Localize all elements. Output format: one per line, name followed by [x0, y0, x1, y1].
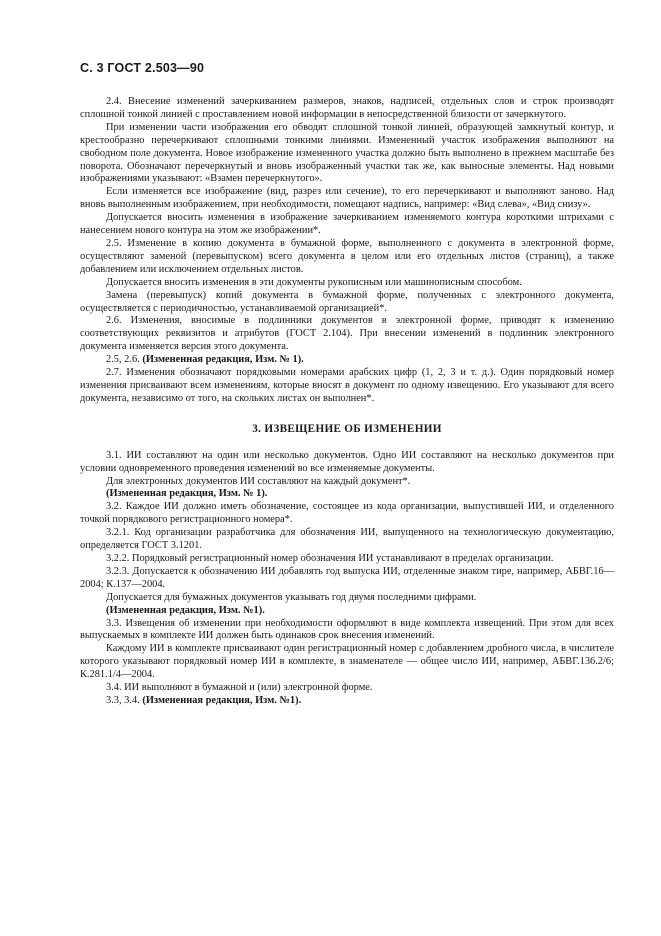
paragraph-handwritten: Допускается вносить изменения в эти документы рукописным или машинописным способом. — [106, 276, 522, 288]
edition-note-3-3-3-4 — [80, 695, 614, 708]
paragraph-3-2: 3.2. Каждое ИИ должно иметь обозначение, состоящее из кода организации, выпустившей ИИ, и отделенного точкой порядкового регистрационного номера*. — [80, 501, 614, 526]
edition-bold: (Измененная редакция, Изм. № 1). — [142, 354, 304, 366]
paragraph-2-5: 2.5. Изменение в копию документа в бумажной форме, выполненного с документа в электронной форме, осуществляют заменой (перевыпуском) всего документа в целом или его отдельных листов (страниц), а также добавлением или исключением отдельных листов. — [80, 237, 614, 275]
edition-note-3-2 — [80, 605, 614, 618]
paragraph-3-1-electronic: Для электронных документов ИИ составляют на каждый документ*. — [106, 475, 411, 487]
paragraph-3-2-2: 3.2.2. Порядковый регистрационный номер обозначения ИИ устанавливают в пределах организации. — [106, 553, 554, 564]
edition-note-3-1 — [80, 488, 614, 501]
paragraph-3-2-3-paper: Допускается для бумажных документов указывать год двумя последними цифрами. — [106, 591, 477, 603]
paragraph-3-2-3: 3.2.3. Допускается к обозначению ИИ добавлять год выпуска ИИ, отделенные знаком тире, например, АБВГ.16—2004; К.137—2004. — [80, 565, 614, 590]
edition-note-2-5-2-6 — [80, 354, 614, 367]
paragraph-image-change: При изменении части изображения его обводят сплошной тонкой линией, образующей замкнутый контур, и крестообразно перечеркивают сплошными тонкими линиями. Измененный участок изображения выполняют на свободном поле документа. Новое изображение измененного участка должно быть выполнено в прежнем масштабе без поворота. Обозначают перечеркнутый и вновь изображенный участки так же, как выносные элементы. Над новыми изображениями указывают: «Взамен перечеркнутого». — [80, 121, 614, 185]
edition-bold: (Измененная редакция, Изм. № 1). — [106, 488, 268, 500]
paragraph-3-1: 3.1. ИИ составляют на один или несколько документов. Одно ИИ составляют на несколько документов при условии одновременного проведения изменений во все изменяемые документы. — [80, 449, 614, 474]
paragraph-reissue: Замена (перевыпуск) копий документа в бумажной форме, полученных с электронного документа, осуществляется с периодичностью, устанавливаемой организацией*. — [80, 289, 614, 314]
page-header: С. 3 ГОСТ 2.503—90 — [80, 61, 205, 75]
edition-bold: (Измененная редакция, Изм. №1). — [142, 694, 302, 706]
edition-prefix: 3.3, 3.4. — [106, 694, 143, 706]
paragraph-2-6: 2.6. Изменения, вносимые в подлинники документов в электронной форме, приводят к изменению соответствующих реквизитов и атрибутов (ГОСТ 2.104). При внесении изменений в подлинник электронного документа изменяется версия этого документа. — [80, 315, 614, 353]
paragraph-2-4: 2.4. Внесение изменений зачеркиванием размеров, знаков, надписей, отдельных слов и строк производят сплошной тонкой линией с проставлением новой информации в непосредственной близости от зачеркнутого. — [80, 96, 614, 120]
edition-bold: (Измененная редакция, Изм. №1). — [106, 604, 265, 616]
edition-prefix: 2.5, 2.6. — [106, 354, 143, 366]
paragraph-strokes: Допускается вносить изменения в изображение зачеркиванием изменяемого контура короткими штрихами с нанесением нового контура на этом же изображении*. — [80, 212, 614, 237]
section-title: 3. ИЗВЕЩЕНИЕ ОБ ИЗМЕНЕНИИ — [252, 422, 442, 435]
document-body — [80, 96, 614, 708]
paragraph-3-2-1: 3.2.1. Код организации разработчика для обозначения ИИ, выпущенного на технологическую документацию, определяется ГОСТ 3.1201. — [80, 527, 614, 552]
paragraph-2-7: 2.7. Изменения обозначают порядковыми номерами арабских цифр (1, 2, 3 и т. д.). Один порядковый номер изменения присваивают всем изменениям, которые вносят в документ по одному извещению. Его указывают для всего документа, независимо от того, на скольких листах он выполнен*. — [80, 367, 614, 404]
paragraph-3-3: 3.3. Извещения об изменении при необходимости оформляют в виде комплекта извещений. При этом для всех выпускаемых в комплекте ИИ должен быть одинаков срок внесения изменений. — [80, 617, 614, 642]
paragraph-3-4: 3.4. ИИ выполняют в бумажной и (или) электронной форме. — [106, 682, 373, 694]
paragraph-whole-image: Если изменяется все изображение (вид, разрез или сечение), то его перечеркивают и выполняют заново. Над вновь выполненным изображением, при необходимости, помещают надпись, например: «Вид слева», «Вид снизу». — [80, 186, 614, 211]
paragraph-3-3-numbering: Каждому ИИ в комплекте присваивают один регистрационный номер с добавлением дробного числа, в числителе которого указывают порядковый номер ИИ в комплекте, в знаменателе — общее число ИИ, например, АБВГ.136.2/6; К.281.1/4—2004. — [80, 643, 614, 681]
